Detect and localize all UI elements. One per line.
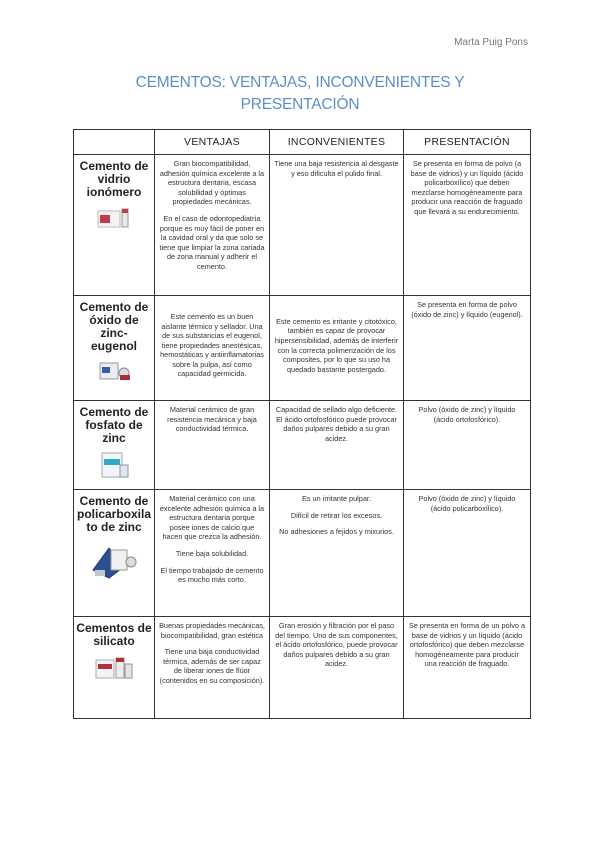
cell-text: Gran erosión y filtración por el paso del tiempo. Uno de sus componentes, el ácido ortofosfórico, puede provocar daños pulpares debido a su gran acidez. [275, 621, 398, 669]
cement-name-line: Cementos de [76, 621, 152, 635]
cell-text: Gran biocompatibilidad, adhesión química excelente a la estructura dentaria, escasa solubilidad y óptimas propiedades mecánicas. [159, 159, 265, 207]
cement-name-line: policarboxila [76, 507, 152, 521]
zinc-phosphate-product-image [96, 451, 132, 481]
cement-name-line: Cemento de [79, 494, 149, 508]
cement-name-cell [74, 155, 155, 296]
cell-text: Polvo (óxido de zinc) y líquido (ácido ortofosfórico). [418, 405, 516, 424]
presentacion-cell [404, 617, 531, 719]
table-header-row [74, 130, 531, 155]
inconvenientes-cell [270, 490, 404, 617]
cell-text: Buenas propiedades mecánicas, biocompatibilidad, gran estética [159, 621, 265, 640]
cell-text: Tiene baja solubilidad. [175, 548, 249, 558]
cement-name-line: zinc [102, 431, 126, 445]
cell-text: Tiene una baja resistencia al desgaste y eso dificulta el pulido final. [274, 159, 399, 178]
cement-name-line: Cemento de [79, 405, 149, 419]
table-row [74, 401, 531, 490]
cement-name-line: vidrio [97, 172, 131, 186]
cement-name-line: Cemento de [79, 300, 149, 314]
cell-text: Polvo (óxido de zinc) y líquido (ácido policarboxílico). [418, 494, 516, 513]
cement-name-line: eugenol [90, 339, 137, 353]
cement-name-cell [74, 296, 155, 401]
cell-text: Difícil de retirar los excesos. [290, 510, 383, 520]
cement-name-line: ionómero [86, 185, 142, 199]
cement-name-line: óxido de [89, 313, 139, 327]
cement-name-cell [74, 617, 155, 719]
ventajas-cell [155, 401, 270, 490]
page-title [80, 72, 520, 116]
zinc-oxide-eugenol-product-image [96, 359, 132, 383]
title-line-1: CEMENTOS: VENTAJAS, INCONVENIENTES Y [135, 74, 465, 91]
cement-name-line: Cemento de [79, 159, 149, 173]
cell-text: Este cemento es irritante y citotóxico, también es capaz de provocar hipersensibilidad, además de interferir con la correcta polimerización de los composites, por lo que su uso ha quedado bastante postergado. [274, 316, 399, 374]
cell-text: Material cerámico con una excelente adhesión química a la estructura dentaria porque posee iones de calcio que hacen que crezca la adhesión. [159, 494, 265, 542]
presentacion-cell [404, 155, 531, 296]
cell-text: Es un irritante pulpar. [302, 494, 371, 503]
inconvenientes-cell [270, 296, 404, 401]
cement-name-line: silicato [93, 634, 135, 648]
presentacion-cell [404, 401, 531, 490]
cell-text: Se presenta en forma de un polvo a base de vidrios y un líquido (ácido ortofosfórico) que deben mezclarse homogéneamente para producir una reacción de fraguado. [408, 621, 526, 669]
header-inconvenientes: INCONVENIENTES [270, 130, 404, 155]
header-empty [74, 130, 155, 155]
cement-name-line: zinc- [100, 326, 128, 340]
cell-text: Material cerámico de gran resistencia mecánica y baja conductividad térmica. [167, 405, 257, 434]
cement-name-cell [74, 401, 155, 490]
cell-text: Se presenta en forma de polvo (a base de vidrios) y un líquido (ácido policarboxílico) que deben mezclarse homogéneamente para producir una reacción de fraguado que llevará a su endurecimiento. [410, 159, 524, 216]
inconvenientes-cell [270, 401, 404, 490]
ventajas-cell [155, 296, 270, 401]
title-line-2: PRESENTACIÓN [240, 96, 360, 113]
cement-name-line: fosfato de [85, 418, 143, 432]
cell-text: Capacidad de sellado algo deficiente. El ácido ortofosfórico puede provocar daños pulpares debido a su gran acidez. [275, 405, 398, 443]
presentacion-cell [404, 296, 531, 401]
glass-ionomer-product-image [96, 205, 132, 231]
author-name: Marta Puig Pons [454, 37, 528, 48]
presentacion-cell [404, 490, 531, 617]
cell-text: Se presenta en forma de polvo (óxido de zinc) y líquido (eugenol). [411, 300, 523, 319]
silicate-cement-product-image [94, 654, 134, 682]
cell-text: Tiene una baja conductividad térmica, además de ser capaz de liberar iones de flúor (contenidos en su composición). [159, 647, 265, 685]
cement-name-cell [74, 490, 155, 617]
comparison-table [73, 129, 531, 719]
header-presentacion: PRESENTACIÓN [404, 130, 531, 155]
inconvenientes-cell [270, 617, 404, 719]
table-row [74, 617, 531, 719]
header-ventajas: VENTAJAS [155, 130, 270, 155]
cement-name-line: to de zinc [86, 520, 142, 534]
table-row [74, 296, 531, 401]
cell-text: En el caso de odontopediatría porque es muy fácil de poner en la cavidad oral y da que solo se tiene que limpiar la zona cariada de zona manual y adherir el cemento. [159, 213, 265, 271]
table-row [74, 155, 531, 296]
table-row [74, 490, 531, 617]
cell-text: Este cemento es un buen aislante térmico y sellador. Una de sus substancias el eugenol, tiene propiedades anestésicas, hemostáticas y antiinflamatorias sobre la pulpa, así como capacidad germicida. [160, 311, 264, 379]
zinc-polycarboxylate-product-image [89, 540, 139, 580]
cell-text: No adhesiones a fejidos y mixurios. [279, 527, 394, 537]
cell-text: El tiempo trabajado de cemento es mucho más corto. [160, 565, 264, 585]
ventajas-cell [155, 155, 270, 296]
ventajas-cell [155, 617, 270, 719]
ventajas-cell [155, 490, 270, 617]
inconvenientes-cell [270, 155, 404, 296]
